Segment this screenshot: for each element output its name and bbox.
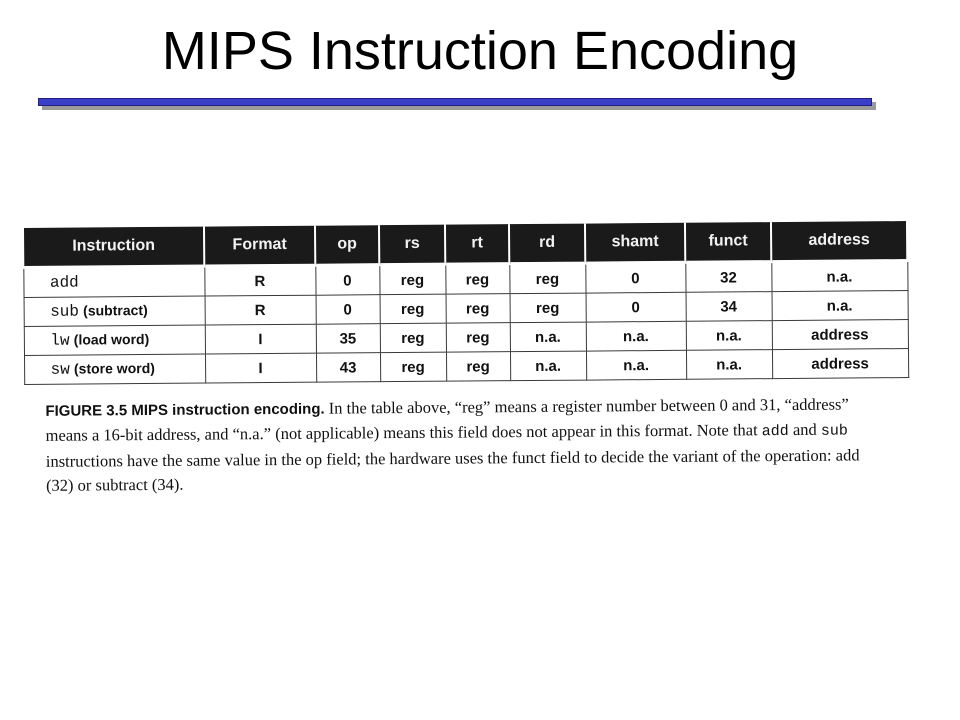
table-cell: n.a. xyxy=(586,321,686,351)
title-underline xyxy=(38,98,872,106)
instruction-note: (load word) xyxy=(73,331,150,348)
caption-label: FIGURE 3.5 MIPS instruction encoding. xyxy=(45,400,325,420)
table-cell: 35 xyxy=(316,324,380,354)
column-header: rd xyxy=(509,224,585,264)
caption-code-add: add xyxy=(761,422,789,441)
table-cell: n.a. xyxy=(686,321,772,351)
table-cell: n.a. xyxy=(772,291,908,321)
caption-text: and xyxy=(792,419,817,439)
caption-code-sub: sub xyxy=(820,422,848,440)
column-header: Instruction xyxy=(23,227,204,268)
table-cell: R xyxy=(205,295,316,325)
table-cell: 43 xyxy=(316,353,380,383)
table-cell: 34 xyxy=(686,292,772,322)
table-cell: n.a. xyxy=(686,350,772,380)
table-cell: reg xyxy=(380,323,446,353)
encoding-table xyxy=(22,221,909,385)
table-cell: reg xyxy=(446,323,510,353)
column-header: rs xyxy=(379,225,445,265)
table-cell: n.a. xyxy=(586,350,686,380)
instruction-cell xyxy=(24,296,205,326)
table-cell: address xyxy=(772,320,908,350)
instruction-mnemonic: sw xyxy=(50,360,70,379)
table-cell: reg xyxy=(509,263,585,294)
table-cell: address xyxy=(772,349,908,379)
instruction-mnemonic: sub xyxy=(50,302,80,321)
table-cell: 0 xyxy=(316,295,380,325)
column-header: shamt xyxy=(585,223,685,263)
table-cell: reg xyxy=(445,264,509,295)
caption-text: instructions have the same value in the op field; the hardware uses the funct field to decide the variant of the operation: add (32) or subtract (34). xyxy=(45,445,860,495)
table-cell: I xyxy=(205,324,316,354)
column-header: Format xyxy=(204,226,315,266)
instruction-mnemonic: lw xyxy=(50,331,70,350)
instruction-cell xyxy=(24,354,205,384)
table-cell: I xyxy=(205,353,316,383)
caption-text: In the table above, “reg” means a register number between 0 and 31, “address” means a 16-bit address, and “n.a.” (not applicable) means this field does not appear in this format. Note that xyxy=(45,394,849,445)
instruction-cell xyxy=(24,325,205,355)
table-header-row xyxy=(23,221,907,267)
table-cell: 0 xyxy=(585,262,685,293)
table-cell: reg xyxy=(510,293,586,323)
figure-caption xyxy=(45,392,886,498)
instruction-cell xyxy=(23,266,204,297)
table-cell: reg xyxy=(380,352,446,382)
column-header: op xyxy=(315,225,379,265)
column-header: funct xyxy=(685,222,771,262)
table-row xyxy=(24,349,908,385)
table-cell: 0 xyxy=(586,292,686,322)
instruction-mnemonic: add xyxy=(49,273,79,292)
table-cell: reg xyxy=(379,264,445,295)
slide-title: MIPS Instruction Encoding xyxy=(161,21,799,81)
table-cell: n.a. xyxy=(510,322,586,352)
column-header: rt xyxy=(445,224,509,264)
table-cell: reg xyxy=(380,294,446,324)
table-cell: reg xyxy=(446,352,510,382)
figure-3-5 xyxy=(22,221,912,514)
column-header: address xyxy=(771,221,907,262)
table-cell: n.a. xyxy=(771,261,907,292)
instruction-note: (subtract) xyxy=(83,302,148,319)
table-cell: reg xyxy=(446,294,510,324)
table-cell: R xyxy=(204,265,315,296)
table-cell: 32 xyxy=(685,262,771,293)
table-cell: 0 xyxy=(315,265,379,296)
table-cell: n.a. xyxy=(510,351,586,381)
instruction-note: (store word) xyxy=(73,359,155,377)
